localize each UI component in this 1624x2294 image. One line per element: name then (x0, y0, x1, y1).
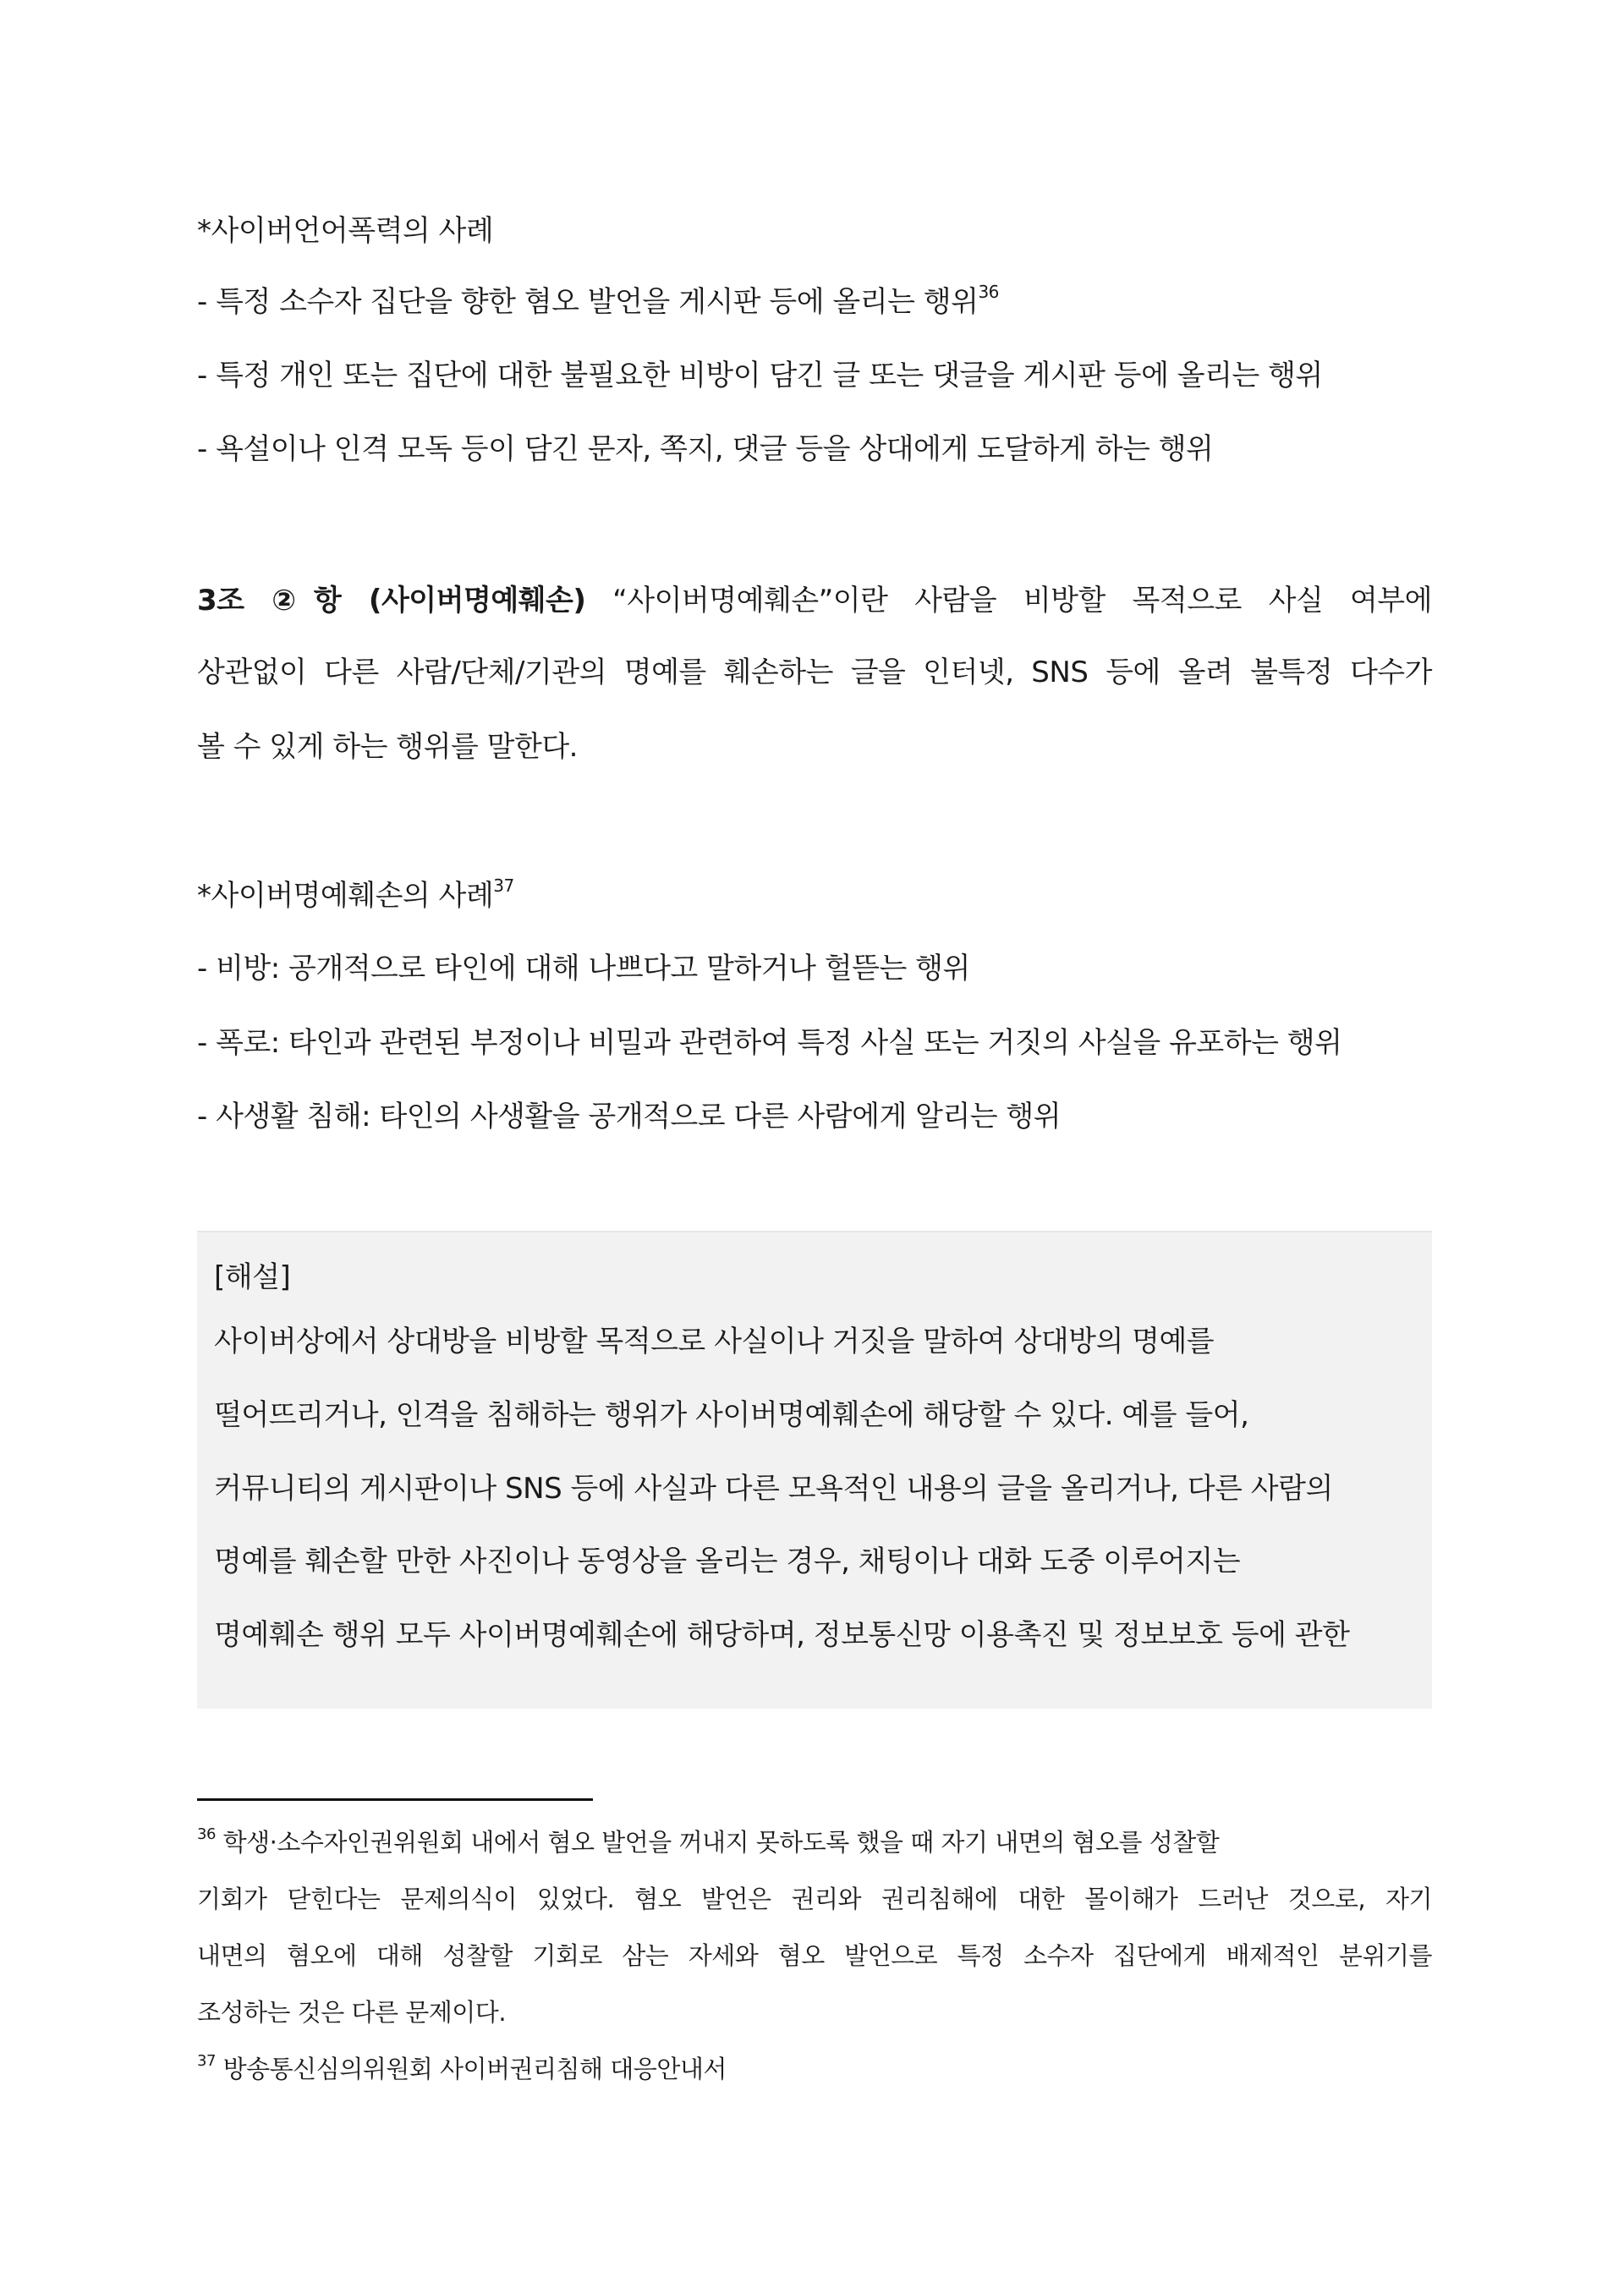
commentary-line-1: 사이버상에서 상대방을 비방할 목적으로 사실이나 거짓을 말하여 상대방의 명예를 (214, 1325, 1215, 1358)
cyber-defamation-item-2: - 폭로: 타인과 관련된 부정이나 비밀과 관련하여 특정 사실 또는 거짓의 사실을 유포하는 행위 (197, 1026, 1342, 1060)
commentary-box (197, 1231, 1432, 1709)
cyber-defamation-item-3: - 사생활 침해: 타인의 사생활을 공개적으로 다른 사람에게 알리는 행위 (197, 1100, 1062, 1133)
footnote-36-line-3: 내면의 혐오에 대해 성찰할 기회로 삼는 자세와 혐오 발언으로 특정 소수자 집단에게 배제적인 분위기를 (197, 1941, 1432, 1970)
commentary-line-4: 명예를 훼손할 만한 사진이나 동영상을 올리는 경우, 채팅이나 대화 도중 이루어지는 (214, 1545, 1241, 1578)
commentary-title: [해설] (214, 1260, 291, 1294)
footnote-number-37: 37 (197, 2052, 216, 2070)
article-text-1: “사이버명예훼손”이란 사람을 비방할 목적으로 사실 여부에 (612, 584, 1432, 617)
item-text: - 특정 소수자 집단을 향한 혐오 발언을 게시판 등에 올리는 행위 (197, 285, 979, 319)
article-definition-line-2: 상관없이 다른 사람/단체/기관의 명예를 훼손하는 글을 인터넷, SNS 등에 올려 불특정 다수가 (197, 656, 1432, 689)
footnote-divider (197, 1798, 593, 1801)
heading-text: *사이버명예훼손의 사례 (197, 879, 494, 913)
cyber-verbal-heading: *사이버언어폭력의 사례 (197, 214, 494, 248)
footnote-36-line-4: 조성하는 것은 다른 문제이다. (197, 1998, 507, 2027)
commentary-line-5: 명예훼손 행위 모두 사이버명예훼손에 해당하며, 정보통신망 이용촉진 및 정보보호 등에 관한 (214, 1618, 1350, 1652)
cyber-verbal-item-3: - 욕설이나 인격 모독 등이 담긴 문자, 쪽지, 댓글 등을 상대에게 도달하게 하는 행위 (197, 432, 1214, 466)
footnote-number-36: 36 (197, 1825, 216, 1843)
footnote-ref-36[interactable]: 36 (978, 282, 999, 302)
cyber-defamation-heading (197, 876, 514, 915)
article-label: 3조 ②항 (사이버명예훼손) (197, 584, 586, 617)
footnote-36-line-2: 기회가 닫힌다는 문제의식이 있었다. 혐오 발언은 권리와 권리침해에 대한 몰이해가 드러난 것으로, 자기 (197, 1885, 1432, 1913)
cyber-verbal-item-2: - 특정 개인 또는 집단에 대한 불필요한 비방이 담긴 글 또는 댓글을 게시판 등에 올리는 행위 (197, 359, 1323, 392)
footnote-36-line-1 (197, 1825, 1219, 1859)
cyber-defamation-item-1: - 비방: 공개적으로 타인에 대해 나쁘다고 말하거나 헐뜯는 행위 (197, 952, 970, 985)
commentary-line-2: 떨어뜨리거나, 인격을 침해하는 행위가 사이버명예훼손에 해당할 수 있다. 예를 들어, (214, 1398, 1249, 1432)
footnote-text: 방송통신심의위원회 사이버권리침해 대응안내서 (222, 2055, 727, 2083)
footnote-text: 학생·소수자인권위원회 내에서 혐오 발언을 꺼내지 못하도록 했을 때 자기 내면의 혐오를 성찰할 (222, 1828, 1220, 1857)
commentary-line-3: 커뮤니티의 게시판이나 SNS 등에 사실과 다른 모욕적인 내용의 글을 올리거나, 다른 사람의 (214, 1472, 1333, 1506)
article-definition-line-3: 볼 수 있게 하는 행위를 말한다. (197, 730, 578, 764)
article-definition-line-1 (197, 581, 1432, 620)
footnote-37-line-1 (197, 2052, 727, 2086)
footnote-ref-37[interactable]: 37 (493, 875, 514, 896)
cyber-verbal-item-1 (197, 283, 999, 321)
